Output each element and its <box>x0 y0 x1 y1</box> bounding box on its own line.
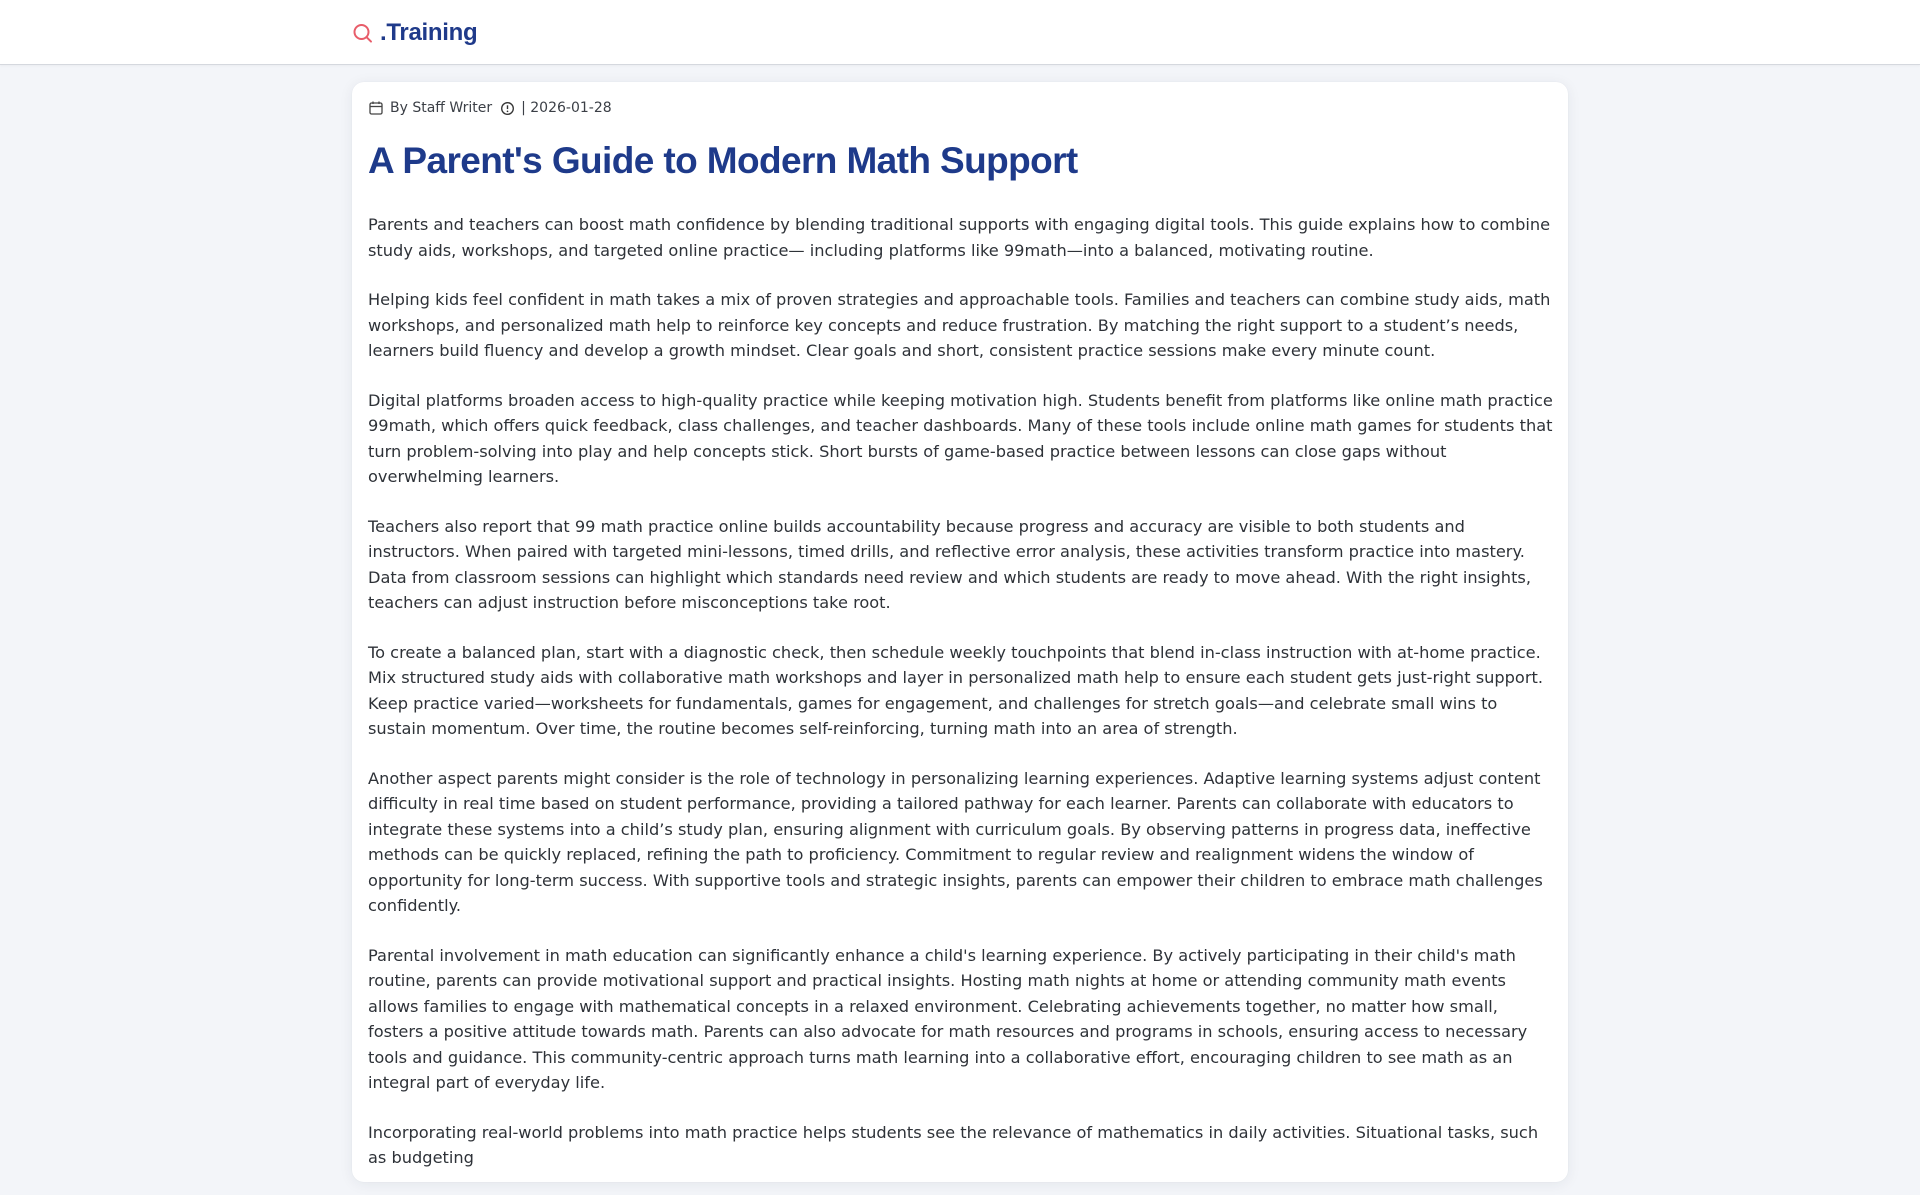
article-paragraph: Teachers also report that 99 math practice online builds accountability because progress and accuracy are visible to both students and instructors. When paired with targeted mini-lessons, timed drills, and reflective error analysis, these activities transform practice into mastery. Data from classroom sessions can highlight which standards need review and which students are ready to move ahead. With the right insights, teachers can adjust instruction before misconceptions take root. <box>368 516 1531 612</box>
article-paragraph: Incorporating real-world problems into math practice helps students see the relevance of mathematics in daily activities. Situational tasks, such as budgeting <box>368 1122 1539 1167</box>
author-label: By Staff Writer <box>390 100 493 116</box>
calendar-icon <box>368 100 384 116</box>
article-body <box>368 212 1558 1195</box>
brand-logo-link[interactable] <box>352 16 477 50</box>
article-title: A Parent's Guide to Modern Math Support <box>368 140 1078 181</box>
brand-name: .Training <box>380 19 478 46</box>
article-paragraph: Helping kids feel confident in math takes a mix of proven strategies and approachable tools. Families and teachers can combine study aids, math workshops, and personalized math help to reinforce key concepts and reduce frustration. By matching the right support to a student’s needs, learners build fluency and develop a growth mindset. Clear goals and short, consistent practice sessions make every minute count. <box>368 290 1551 360</box>
top-navbar <box>0 0 1920 65</box>
article-paragraph: Another aspect parents might consider is the role of technology in personalizing learning experiences. Adaptive learning systems adjust content difficulty in real time based on student performance, providing a tailored pathway for each learner. Parents can collaborate with educators to integrate these systems into a child’s study plan, ensuring alignment with curriculum goals. By observing patterns in progress data, ineffective methods can be quickly replaced, refining the path to proficiency. Commitment to regular review and realignment widens the window of opportunity for long-term success. With supportive tools and strategic insights, parents can empower their children to embrace math challenges confidently. <box>368 768 1543 915</box>
article-paragraph: To create a balanced plan, start with a diagnostic check, then schedule weekly touchpoints that blend in-class instruction with at-home practice. Mix structured study aids with collaborative math workshops and layer in personalized math help to ensure each student gets just-right support. Keep practice varied—worksheets for fundamentals, games for engagement, and challenges for stretch goals—and celebrate small wins to sustain momentum. Over time, the routine becomes self-reinforcing, turning math into an area of strength. <box>368 642 1543 738</box>
clock-icon <box>500 101 515 116</box>
article-paragraph: Parents and teachers can boost math confidence by blending traditional supports with engaging digital tools. This guide explains how to combine study aids, workshops, and targeted online practice— including platforms like 99math—into a balanced, motivating routine. <box>368 215 1551 260</box>
publish-date: | 2026-01-28 <box>521 100 612 116</box>
article-paragraph: Parental involvement in math education can significantly enhance a child's learning experience. By actively participating in their child's math routine, parents can provide motivational support and practical insights. Hosting math nights at home or attending community math events allows families to engage with mathematical concepts in a relaxed environment. Celebrating achievements together, no matter how small, fosters a positive attitude towards math. Parents can also advocate for math resources and programs in schools, ensuring access to necessary tools and guidance. This community-centric approach turns math learning into a collaborative effort, encouraging children to see math as an integral part of everyday life. <box>368 945 1528 1092</box>
article-paragraph: Digital platforms broaden access to high-quality practice while keeping motivation high. Students benefit from platforms like online math practice 99math, which offers quick feedback, class challenges, and teacher dashboards. Many of these tools include online math games for students that turn problem-solving into play and help concepts stick. Short bursts of game-based practice between lessons can close gaps without overwhelming learners. <box>368 390 1553 486</box>
search-icon <box>352 22 374 44</box>
article-card <box>352 82 1568 1182</box>
article-meta <box>368 97 612 119</box>
